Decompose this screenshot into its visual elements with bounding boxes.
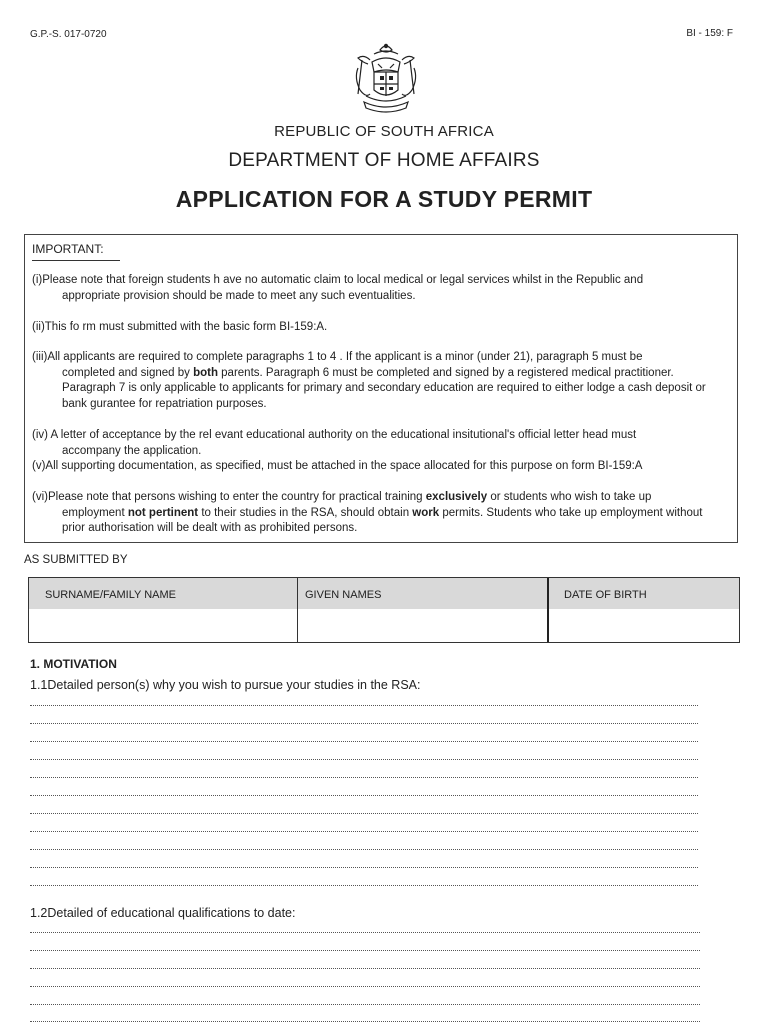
answer-line-1-1[interactable] (30, 777, 698, 778)
answer-line-1-1[interactable] (30, 741, 698, 742)
coat-of-arms-icon (350, 40, 422, 116)
answer-line-1-2[interactable] (30, 950, 700, 951)
note-vi: (vi)Please note that persons wishing to enter the country for practical training exclusively or students who wish to take up employment not pertinent to their studies in the RSA, should obtain work permits. Students who take up employment without prior authorisation will be dealt with as prohibited persons. (32, 491, 703, 535)
surname-field[interactable] (30, 610, 296, 641)
answer-line-1-1[interactable] (30, 831, 698, 832)
answer-line-1-2[interactable] (30, 1021, 700, 1022)
answer-line-1-1[interactable] (30, 867, 698, 868)
column-divider (547, 578, 549, 642)
note-ii: (ii)This fo rm must submitted with the basic form BI-159:A. (32, 321, 328, 333)
question-1-2: 1.2Detailed of educational qualifications to date: (30, 906, 296, 920)
answer-line-1-1[interactable] (30, 759, 698, 760)
important-heading-underline (32, 260, 120, 261)
date-of-birth-field[interactable] (550, 610, 738, 641)
motivation-heading: 1. MOTIVATION (30, 657, 117, 671)
department-heading: DEPARTMENT OF HOME AFFAIRS (228, 150, 540, 171)
answer-line-1-1[interactable] (30, 723, 698, 724)
submitted-by-label: AS SUBMITTED BY (24, 554, 128, 566)
note-iii: (iii)All applicants are required to complete paragraphs 1 to 4 . If the applicant is a minor (under 21), paragraph 5 must be completed and signed by both parents. Paragraph 6 must be completed and signed by a registered medical practitioner. Paragraph 7 is only applicable to applicants for primary and secondary education are required to either lodge a cash deposit or bank gurantee for repatriation purposes. (32, 351, 706, 410)
column-divider (297, 578, 298, 642)
country-heading: REPUBLIC OF SOUTH AFRICA (274, 123, 494, 140)
given-names-field[interactable] (299, 610, 546, 641)
form-code-right: BI - 159: F (686, 28, 733, 39)
column-header-date-of-birth: DATE OF BIRTH (564, 589, 647, 601)
answer-line-1-2[interactable] (30, 986, 700, 987)
answer-line-1-1[interactable] (30, 885, 698, 886)
answer-line-1-2[interactable] (30, 968, 700, 969)
note-v: (v)All supporting documentation, as specified, must be attached in the space allocated for this purpose on form BI-159:A (32, 460, 643, 472)
answer-line-1-1[interactable] (30, 705, 698, 706)
answer-line-1-1[interactable] (30, 813, 698, 814)
column-header-surname: SURNAME/FAMILY NAME (45, 589, 177, 601)
form-code-left: G.P.-S. 017-0720 (30, 29, 107, 40)
question-1-1: 1.1Detailed person(s) why you wish to pursue your studies in the RSA: (30, 678, 421, 692)
note-i: (i)Please note that foreign students h ave no automatic claim to local medical or legal services whilst in the Republic and appropriate provision should be made to meet any such eventualities. (32, 274, 644, 302)
note-iv: (iv) A letter of acceptance by the rel evant educational authority on the educational insitutional's official letter head must accompany the application. (32, 429, 637, 457)
answer-line-1-2[interactable] (30, 1004, 700, 1005)
answer-line-1-1[interactable] (30, 849, 698, 850)
column-header-given-names: GIVEN NAMES (305, 589, 382, 601)
form-title: APPLICATION FOR A STUDY PERMIT (175, 186, 593, 212)
answer-line-1-2[interactable] (30, 932, 700, 933)
important-heading: IMPORTANT: (32, 242, 104, 256)
answer-line-1-1[interactable] (30, 795, 698, 796)
